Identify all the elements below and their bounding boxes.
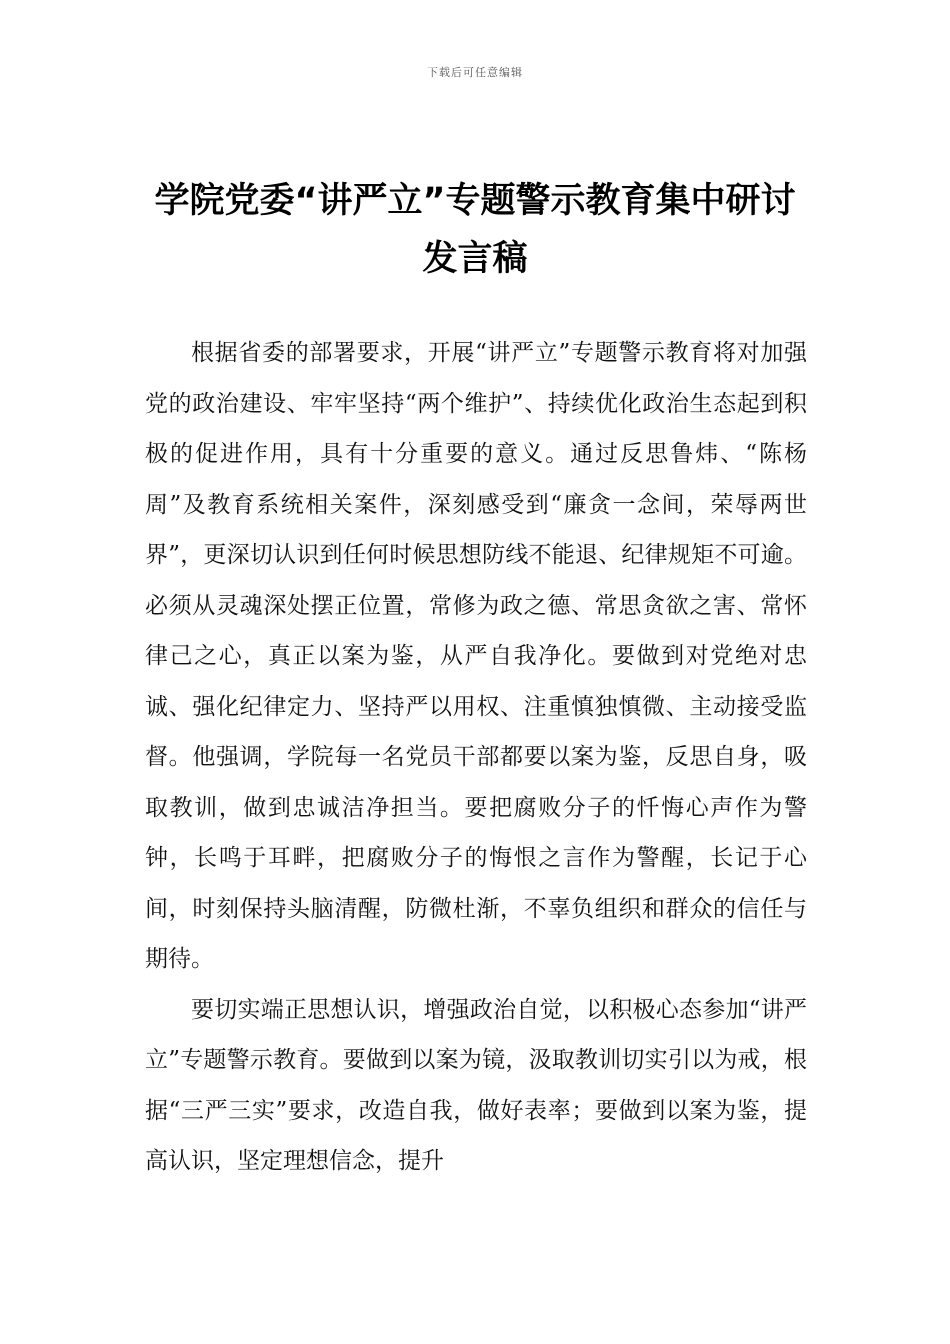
paragraph-1: 根据省委的部署要求，开展“讲严立”专题警示教育将对加强党的政治建设、牢牢坚持“两个维护”、持续优化政治生态起到积极的促进作用，具有十分重要的意义。通过反思鲁炜、“陈杨周”及教育系统相关案件，深刻感受到“廉贪一念间，荣辱两世界”，更深切认识到任何时候思想防线不能退、纪律规矩不可逾。必须从灵魂深处摆正位置，常修为政之德、常思贪欲之害、常怀律己之心，真正以案为鉴，从严自我净化。要做到对党绝对忠诚、强化纪律定力、坚持严以用权、注重慎独慎微、主动接受监督。他强调，学院每一名党员干部都要以案为鉴，反思自身，吸取教训，做到忠诚洁净担当。要把腐败分子的忏悔心声作为警钟，长鸣于耳畔，把腐败分子的悔恨之言作为警醒，长记于心间，时刻保持头脑清醒，防微杜渐，不辜负组织和群众的信任与期待。 — [145, 340, 807, 972]
document-title: 学院党委“讲严立”专题警示教育集中研讨发言稿 — [154, 181, 796, 279]
paragraph-2: 要切实端正思想认识，增强政治自觉，以积极心态参加“讲严立”专题警示教育。要做到以案为镜，汲取教训切实引以为戒，根据“三严三实”要求，改造自我，做好表率；要做到以案为鉴，提高认识，坚定理想信念，提升 — [145, 996, 807, 1174]
document-body — [145, 328, 807, 1187]
header-note: 下载后可任意编辑 — [427, 66, 523, 79]
